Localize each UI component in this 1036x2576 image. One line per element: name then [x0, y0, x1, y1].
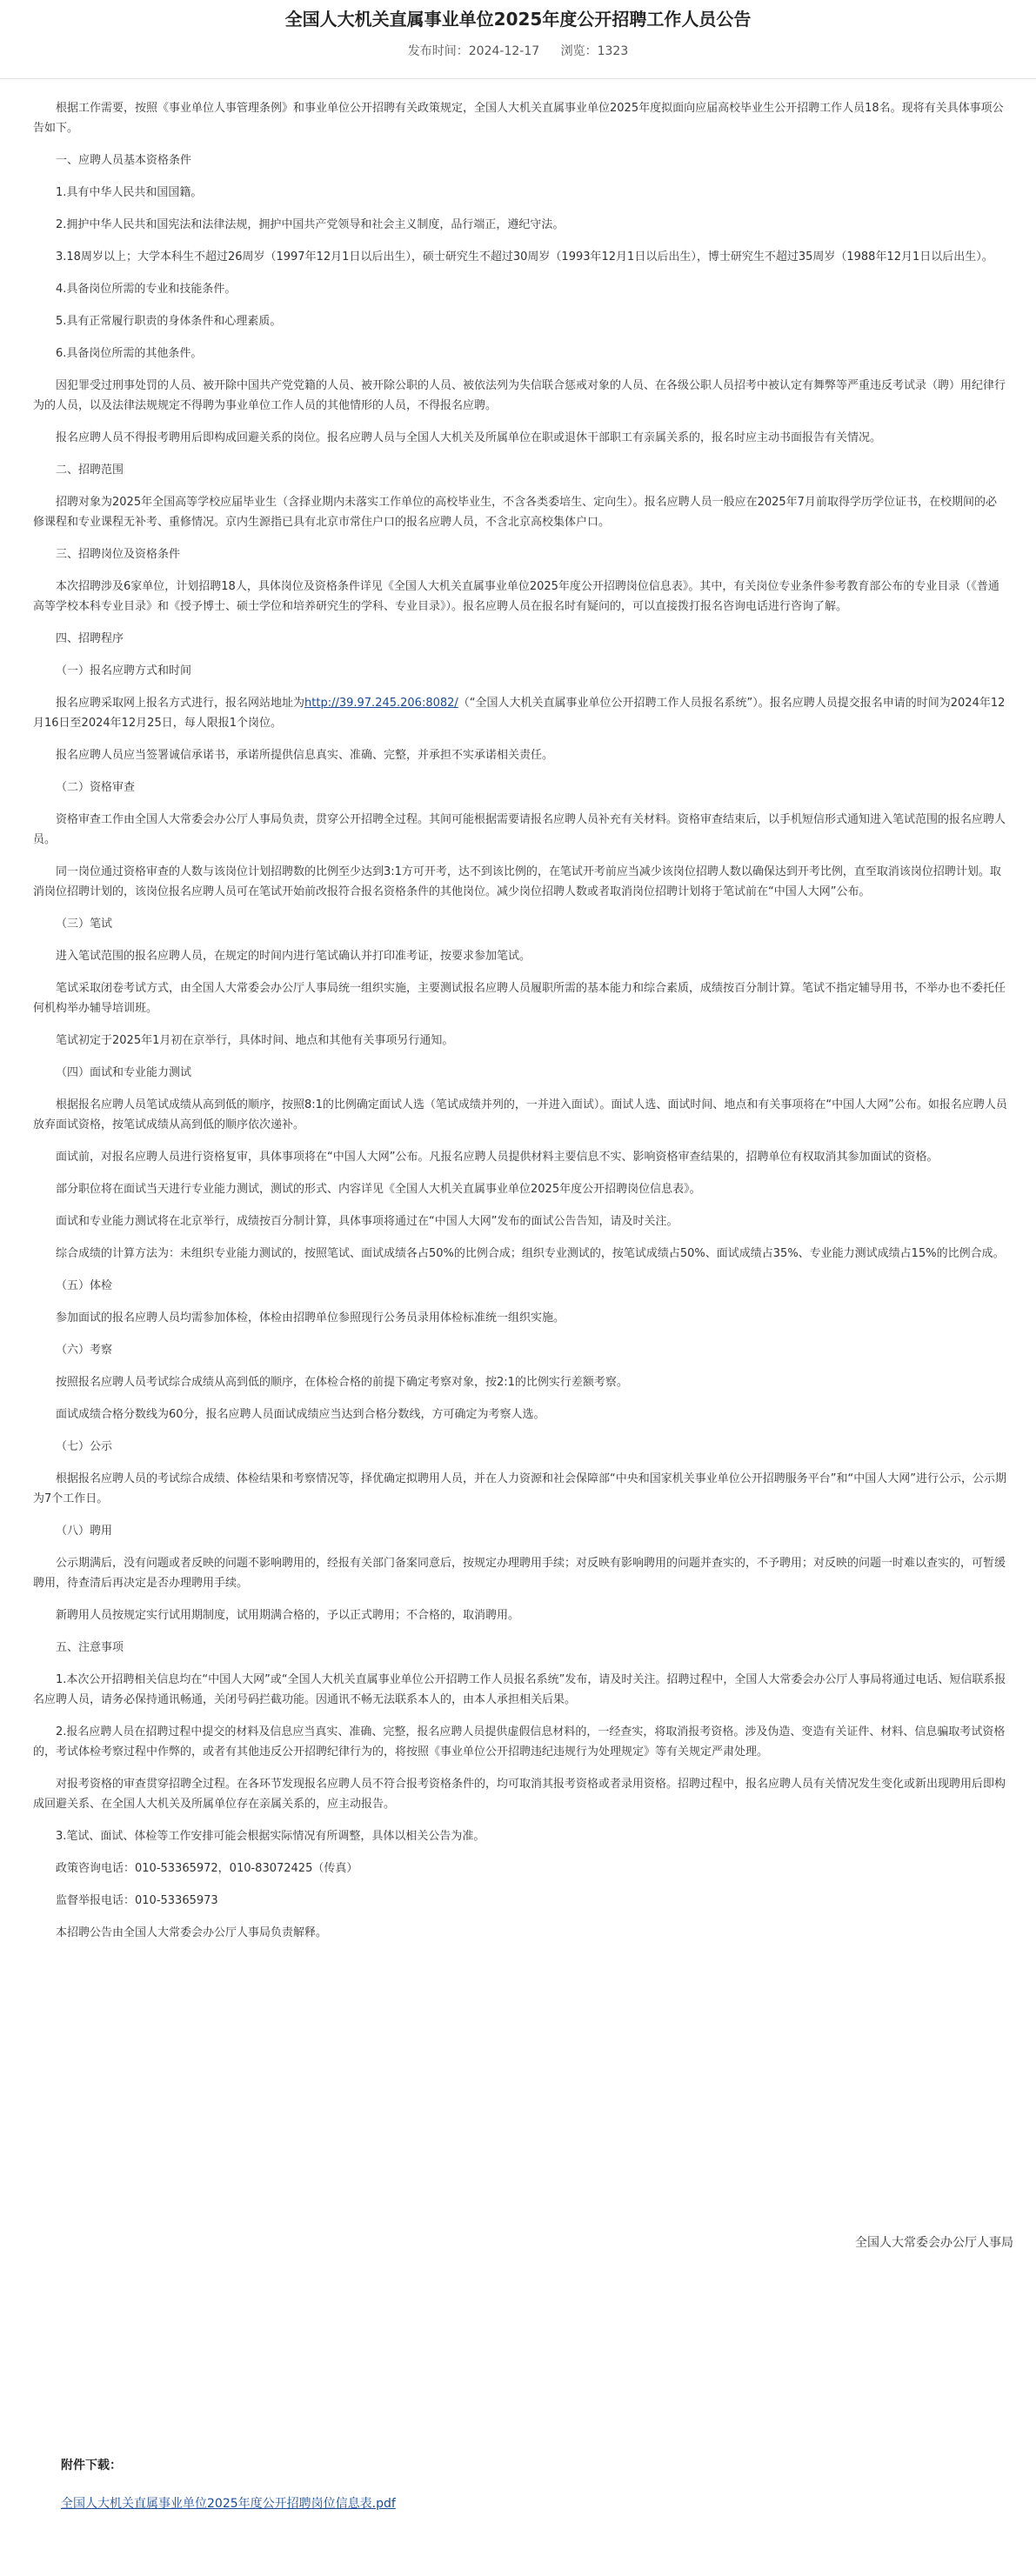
paragraph: 本招聘公告由全国人大常委会办公厅人事局负责解释。 — [56, 1926, 328, 1939]
paragraph: 5.具有正常履行职责的身体条件和心理素质。 — [56, 315, 282, 328]
publish-date: 发布时间：2024-12-17 — [407, 44, 540, 58]
paragraph: 1.本次公开招聘相关信息均在“中国人大网”或“全国人大机关直属事业单位公开招聘工作人员报名系统”发布，请及时关注。招聘过程中，全国人大常委会办公厅人事局将通过电话、短信联系报名应聘人员，请务必保持通讯畅通，关闭号码拦截功能。因通讯不畅无法联系本人的，由本人承担相关后果。 — [33, 1673, 1006, 1706]
subsection-heading: （六）考察 — [56, 1344, 113, 1357]
paragraph: 4.具备岗位所需的专业和技能条件。 — [56, 283, 237, 296]
registration-site-link[interactable]: http://39.97.245.206:8082/ — [304, 697, 458, 710]
paragraph: 面试成绩合格分数线为60分，报名应聘人员面试成绩应当达到合格分数线，方可确定为考察人选。 — [56, 1408, 545, 1421]
subsection-heading: （五）体检 — [56, 1279, 113, 1292]
paragraph: 同一岗位通过资格审查的人数与该岗位计划招聘数的比例至少达到3:1方可开考，达不到该比例的，在笔试开考前应当减少该岗位招聘人数以确保达到开考比例，直至取消该岗位招聘计划。取消岗位招聘计划的，该岗位报名应聘人员可在笔试开始前改报符合报名资格条件的其他岗位。减少岗位招聘人数或者取消岗位招聘计划将于笔试前在“中国人大网”公布。 — [33, 865, 1001, 898]
report-phone: 监督举报电话：010-53365973 — [56, 1894, 218, 1907]
section-heading: 三、招聘岗位及资格条件 — [56, 548, 181, 561]
subsection-heading: （四）面试和专业能力测试 — [56, 1066, 192, 1079]
paragraph: 根据报名应聘人员笔试成绩从高到低的顺序，按照8:1的比例确定面试人选（笔试成绩并列的，一并进入面试）。面试人选、面试时间、地点和有关事项将在“中国人大网”公布。如报名应聘人员放弃面试资格，按笔试成绩从高到低的顺序依次递补。 — [33, 1098, 1007, 1131]
contact-phone: 政策咨询电话：010-53365972，010-83072425（传真） — [56, 1862, 358, 1875]
paragraph: 报名应聘人员不得报考聘用后即构成回避关系的岗位。报名应聘人员与全国人大机关及所属单位在职或退休干部职工有亲属关系的，报名时应主动书面报告有关情况。 — [56, 431, 882, 444]
section-heading: 五、注意事项 — [56, 1641, 124, 1654]
page-header — [0, 0, 1036, 79]
paragraph: 因犯罪受过刑事处罚的人员、被开除中国共产党党籍的人员、被开除公职的人员、被依法列为失信联合惩戒对象的人员、在各级公职人员招考中被认定有舞弊等严重违反考试录（聘）用纪律行为的人员，以及法律法规规定不得聘为事业单位工作人员的其他情形的人员，不得报名应聘。 — [33, 379, 1006, 412]
article-meta — [0, 43, 1036, 59]
paragraph: 面试前，对报名应聘人员进行资格复审，具体事项将在“中国人大网”公布。凡报名应聘人员提供材料主要信息不实、影响资格审查结果的，招聘单位有权取消其参加面试的资格。 — [56, 1151, 939, 1164]
paragraph: 笔试采取闭卷考试方式，由全国人大常委会办公厅人事局统一组织实施，主要测试报名应聘人员履职所需的基本能力和综合素质，成绩按百分制计算。笔试不指定辅导用书，不举办也不委托任何机构举办辅导培训班。 — [33, 982, 1006, 1015]
subsection-heading: （七）公示 — [56, 1440, 113, 1453]
paragraph: 资格审查工作由全国人大常委会办公厅人事局负责，贯穿公开招聘全过程。其间可能根据需要请报名应聘人员补充有关材料。资格审查结束后，以手机短信形式通知进入笔试范围的报名应聘人员。 — [33, 813, 1006, 846]
paragraph: 3.18周岁以上；大学本科生不超过26周岁（1997年12月1日以后出生），硕士研究生不超过30周岁（1993年12月1日以后出生），博士研究生不超过35周岁（1988年12月1日以后出生）。 — [56, 250, 993, 264]
paragraph: 部分职位将在面试当天进行专业能力测试，测试的形式、内容详见《全国人大机关直属事业单位2025年度公开招聘岗位信息表》。 — [56, 1183, 701, 1196]
section-heading: 一、应聘人员基本资格条件 — [56, 154, 192, 167]
issuer-signature: 全国人大常委会办公厅人事局 — [855, 2236, 1013, 2250]
section-heading: 二、招聘范围 — [56, 464, 124, 477]
paragraph: 对报考资格的审查贯穿招聘全过程。在各环节发现报名应聘人员不符合报考资格条件的，均可取消其报考资格或者录用资格。招聘过程中，报名应聘人员有关情况发生变化或新出现聘用后即构成回避关系、在全国人大机关及所属单位存在亲属关系的，应主动报告。 — [33, 1778, 1006, 1811]
subsection-heading: （一）报名应聘方式和时间 — [56, 664, 192, 677]
paragraph: 1.具有中华人民共和国国籍。 — [56, 186, 203, 199]
paragraph: 面试和专业能力测试将在北京举行，成绩按百分制计算，具体事项将通过在“中国人大网”发布的面试公告告知，请及时关注。 — [56, 1215, 678, 1228]
paragraph: 2.拥护中华人民共和国宪法和法律法规，拥护中国共产党领导和社会主义制度，品行端正，遵纪守法。 — [56, 218, 565, 231]
registration-paragraph — [33, 693, 1007, 733]
paragraph: 按照报名应聘人员考试综合成绩从高到低的顺序，在体检合格的前提下确定考察对象，按2:1的比例实行差额考察。 — [56, 1376, 628, 1389]
paragraph: 根据报名应聘人员的考试综合成绩、体检结果和考察情况等，择优确定拟聘用人员，并在人力资源和社会保障部“中央和国家机关事业单位公开招聘服务平台”和“中国人大网”进行公示，公示期为7个工作日。 — [33, 1472, 1006, 1505]
registration-text-before: 报名应聘采取网上报名方式进行，报名网站地址为 — [56, 697, 305, 710]
attachment-label: 附件下载： — [61, 2459, 122, 2473]
subsection-heading: （三）笔试 — [56, 918, 113, 931]
subsection-heading: （二）资格审查 — [56, 781, 136, 794]
paragraph: 6.具备岗位所需的其他条件。 — [56, 347, 203, 360]
registration-text-after: （“全国人大机关直属事业单位公开招聘工作人员报名系统”）。报名应聘人员提交报名申请的时间为2024年12月16日至2024年12月25日，每人限报1个岗位。 — [33, 697, 1006, 730]
paragraph: 根据工作需要，按照《事业单位人事管理条例》和事业单位公开招聘有关政策规定，全国人大机关直属事业单位2025年度拟面向应届高校毕业生公开招聘工作人员18名。现将有关具体事项公告如下。 — [33, 102, 1004, 135]
subsection-heading: （八）聘用 — [56, 1525, 113, 1538]
paragraph: 3.笔试、面试、体检等工作安排可能会根据实际情况有所调整，具体以相关公告为准。 — [56, 1830, 485, 1843]
paragraph: 笔试初定于2025年1月初在京举行，具体时间、地点和其他有关事项另行通知。 — [56, 1034, 454, 1047]
paragraph: 本次招聘涉及6家单位，计划招聘18人，具体岗位及资格条件详见《全国人大机关直属事业单位2025年度公开招聘岗位信息表》。其中，有关岗位专业条件参考教育部公布的专业目录（《普通高等学校本科专业目录》和《授予博士、硕士学位和培养研究生的学科、专业目录》）。报名应聘人员在报名时有疑问的，可以直接拨打报名咨询电话进行咨询了解。 — [33, 580, 999, 613]
paragraph: 综合成绩的计算方法为：未组织专业能力测试的，按照笔试、面试成绩各占50%的比例合成；组织专业测试的，按笔试成绩占50%、面试成绩占35%、专业能力测试成绩占15%的比例合成。 — [56, 1247, 1005, 1260]
paragraph: 报名应聘人员应当签署诚信承诺书，承诺所提供信息真实、准确、完整，并承担不实承诺相关责任。 — [56, 749, 554, 762]
paragraph: 新聘用人员按规定实行试用期制度，试用期满合格的，予以正式聘用；不合格的，取消聘用。 — [56, 1609, 520, 1622]
paragraph: 2.报名应聘人员在招聘过程中提交的材料及信息应当真实、准确、完整，报名应聘人员提供虚假信息材料的，一经查实，将取消报考资格。涉及伪造、变造有关证件、材料、信息骗取考试资格的，考试体检考察过程中作弊的，或者有其他违反公开招聘纪律行为的，将按照《事业单位公开招聘违纪违规行为处理规定》等有关规定严肃处理。 — [33, 1725, 1006, 1758]
section-heading: 四、招聘程序 — [56, 632, 124, 645]
paragraph: 公示期满后，没有问题或者反映的问题不影响聘用的，经报有关部门备案同意后，按规定办理聘用手续；对反映有影响聘用的问题并查实的，不予聘用；对反映的问题一时难以查实的，可暂缓聘用，待查清后再决定是否办理聘用手续。 — [33, 1557, 1006, 1590]
page-title: 全国人大机关直属事业单位2025年度公开招聘工作人员公告 — [284, 9, 752, 30]
view-count: 浏览：1323 — [560, 44, 629, 58]
article-body — [33, 98, 1007, 1955]
paragraph: 招聘对象为2025年全国高等学校应届毕业生（含择业期内未落实工作单位的高校毕业生，不含各类委培生、定向生）。报名应聘人员一般应在2025年7月前取得学历学位证书，在校期间的必修课程和专业课程无补考、重修情况。京内生源指已具有北京市常住户口的报名应聘人员，不含北京高校集体户口。 — [33, 496, 997, 529]
attachment-download-link[interactable]: 全国人大机关直属事业单位2025年度公开招聘岗位信息表.pdf — [61, 2497, 396, 2511]
paragraph: 参加面试的报名应聘人员均需参加体检，体检由招聘单位参照现行公务员录用体检标准统一组织实施。 — [56, 1311, 565, 1325]
paragraph: 进入笔试范围的报名应聘人员，在规定的时间内进行笔试确认并打印准考证，按要求参加笔试。 — [56, 950, 531, 963]
